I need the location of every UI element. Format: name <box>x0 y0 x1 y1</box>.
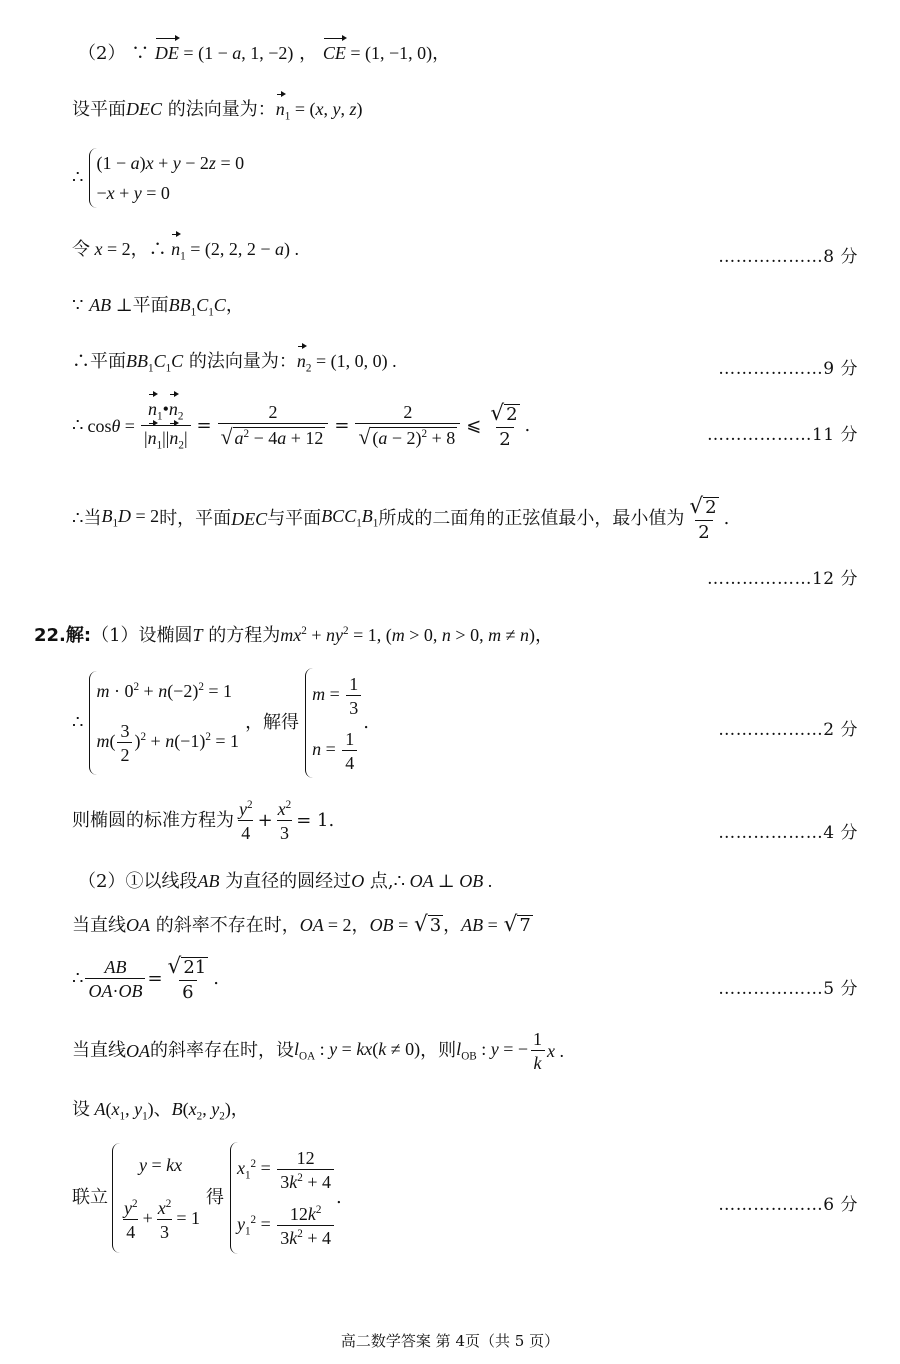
score-8: ………………8 分 <box>718 247 858 267</box>
text: 则椭圆的标准方程为 <box>72 810 234 831</box>
text: 的斜率存在时，设 <box>150 1040 294 1061</box>
line-let-x: 令 x = 2，∴ $n_1 = (2$, 2, 2 − a) . <box>72 239 300 263</box>
score-9: ………………9 分 <box>718 359 858 379</box>
line-equation-system: ∴ (1 − a)x + y − 2z = 0 −x + y = 0 <box>72 148 244 208</box>
line-q22-part2: （2）①以线段AB 为直径的圆经过O 点,∴ OA ⊥ OB . <box>78 871 493 892</box>
line-slope-undefined: 当直线OA 的斜率不存在时，OA = 2，OB = √ 3 ，AB = √ 7 <box>72 912 531 937</box>
line-standard-equation: 则椭圆的标准方程为 $\frac{y^2}{4}$ + $\frac{x^2}{3}$ = 1. <box>72 799 335 843</box>
text: 当 <box>83 507 102 529</box>
because-symbol: ∵ <box>72 295 84 316</box>
text: 的方程为 <box>208 625 281 646</box>
score-4: ………………4 分 <box>718 823 858 843</box>
line-conclusion: ∴ 当 $B_1D = 2$ 时，平面 DEC 与平面 $BCC_1B_1$ 所成的二面角的正弦值最小，最小值为 $\frac{√ 2}{2}$ . <box>72 494 730 543</box>
therefore-symbol: ∴ <box>72 712 84 733</box>
therefore-symbol: ∴ <box>72 967 84 989</box>
text: 平面 <box>132 295 169 316</box>
line-set-points: 设 $A(x_1$, $y_1$)、$B(x_2$, $y_2$)， <box>72 1099 249 1123</box>
page-footer: 高二数学答案 第 4页（共 5 页） <box>340 1332 560 1350</box>
text: 所成的二面角的正弦值最小，最小值为 <box>378 507 685 529</box>
because-symbol: ∵ <box>131 43 150 64</box>
text: （2）①以线段 <box>78 871 198 892</box>
score-11: ………………11 分 <box>706 425 858 445</box>
score-2: ………………2 分 <box>718 720 858 740</box>
text: 当直线 <box>72 1040 126 1061</box>
text: （1）设椭圆 <box>91 625 193 646</box>
therefore-symbol: ∴ <box>72 414 84 436</box>
line-de-ce-vectors: （2） ∵ DE = (1 − a, 1, −2) ， CE = (1, −1, 0)， <box>78 43 451 64</box>
line-q22-system: ∴ $m \cdot 0^2 + n(-2)^2 = 1$ m( $\frac{3}{2}$ )$^2 + n(-1)^2 = 1$ ，解得 m = $\frac{1}{3}$ n = $\frac{1}{4}$ . <box>72 668 369 778</box>
score-6: ………………6 分 <box>718 1195 858 1215</box>
text: 联立 <box>72 1187 108 1208</box>
text: 为直径的圆经过 <box>225 871 352 892</box>
text: 令 <box>72 239 90 260</box>
line-ab-perp: ∵ AB ⊥平面$BB_1C_1C$， <box>72 295 244 319</box>
text: 的斜率不存在时， <box>155 915 300 936</box>
text: 的法向量为： <box>188 351 297 372</box>
text: 平面 <box>90 351 126 372</box>
line-cos-theta: ∴ cosθ = $\frac{n_1•n_2}{|n_1||n_2|}$ = $\frac{2}{√ a^2 - 4a + 12}$ = $\frac{2}{√ (a - 2)^2 + 8}$ ⩽ $\frac{√ 2}{2}$ . <box>72 399 531 452</box>
text: 点, <box>369 871 394 892</box>
text: 、 <box>153 1099 172 1120</box>
question-number: 22.解: <box>34 625 92 646</box>
line-n2: ∴平面$BB_1C_1C$ 的法向量为：$n_2 = (1$, 0, 0) . <box>72 351 397 375</box>
part-label: （2） <box>78 43 126 64</box>
text: ，则 <box>420 1040 457 1061</box>
text: 设平面 <box>72 99 126 120</box>
line-q22-header: 22.解:（1）设椭圆T 的方程为$mx^2 + ny^2 = 1$, (m > 0, n > 0, m ≠ n)， <box>34 625 553 646</box>
therefore-symbol: ∴ <box>72 351 90 372</box>
score-12: ………………12 分 <box>706 569 858 589</box>
text: 设 <box>72 1099 90 1120</box>
line-ratio: ∴ $\frac{AB}{OA\cdot OB}$ = $\frac{√ 21}{6}$ . <box>72 954 219 1003</box>
line-joint-system: 联立 y = kx $\frac{y^2}{4}$ + $\frac{x^2}{3}$ = 1 得 $x_1^2$ = $\frac{12}{3k^2 + 4}$ $y_1^2$ = $\frac{12k^2}{3k^2 + 4}$ . <box>72 1142 342 1254</box>
line-slope-exists: 当直线 OA 的斜率存在时，设 $l_{OA}$ : y = kx(k ≠ 0) ，则 $l_{OB}$ : y = − $\frac{1}{k}$ x . <box>72 1029 565 1073</box>
text: 的法向量为： <box>167 99 276 120</box>
text: 当直线 <box>72 915 126 936</box>
text: 时，平面 <box>159 507 232 529</box>
text: 与平面 <box>267 507 322 529</box>
therefore-symbol: ∴ <box>72 167 84 188</box>
score-5: ………………5 分 <box>718 979 858 999</box>
therefore-symbol: ∴ <box>72 507 84 529</box>
text: 得 <box>205 1187 224 1208</box>
comma: ， <box>299 43 318 64</box>
text: ，解得 <box>245 712 300 733</box>
line-normal-vector-def: 设平面DEC 的法向量为：$n_1 = (x$, y, z) <box>72 99 363 123</box>
